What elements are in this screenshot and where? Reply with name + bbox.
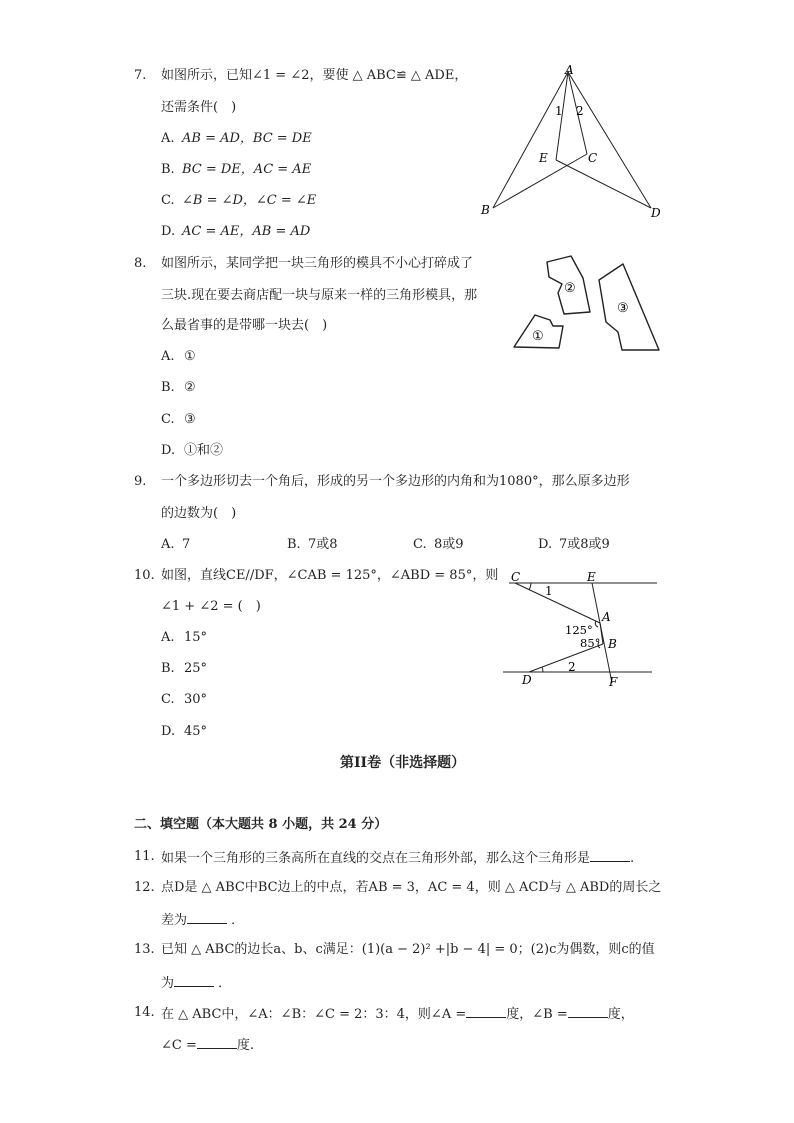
q10-label-e: E xyxy=(587,570,596,584)
q8-option-d: ①和② xyxy=(184,443,224,458)
section-heading: 二、填空题（本大题共 8 小题，共 24 分） xyxy=(134,817,388,832)
q9-option-d-letter: D. xyxy=(538,537,553,552)
q7-option-c-letter: C. xyxy=(161,193,175,208)
q13-answer-blank[interactable] xyxy=(174,974,214,987)
q7-number: 7. xyxy=(134,68,147,83)
q8-label-piece-2: ② xyxy=(564,281,576,296)
q14-line2 xyxy=(161,1036,254,1054)
q8-stem: 如图所示，某同学把一块三角形的模具不小心打碎成了 xyxy=(161,256,474,271)
q10-angle-mark-1 xyxy=(529,583,531,590)
q10-label-c: C xyxy=(511,570,521,584)
q7-stem: 如图所示，已知∠1 = ∠2，要使 △ ABC≌ △ ADE， xyxy=(161,68,468,83)
q7-label-c: C xyxy=(588,151,598,165)
q8-label-piece-3: ③ xyxy=(617,301,629,316)
q11-stem: 如果一个三角形的三条高所在直线的交点在三角形外部，那么这个三角形是 xyxy=(161,851,591,866)
q11-number: 11. xyxy=(134,849,155,864)
q11-answer-blank[interactable] xyxy=(590,849,630,862)
q10-line-c-a xyxy=(515,583,600,623)
q8-option-c-letter: C. xyxy=(161,412,175,427)
q7-option-b: BC = DE，AC = AE xyxy=(182,162,312,177)
q8-number: 8. xyxy=(134,256,147,271)
q14-answer-b-blank[interactable] xyxy=(568,1005,608,1018)
q9-stem-line2: 的边数为( ) xyxy=(161,506,237,521)
q7-option-d: AC = AE，AB = AD xyxy=(182,224,311,239)
q7-stem-line2: 还需条件( ) xyxy=(161,100,237,115)
q10-label-b: B xyxy=(608,637,617,651)
q8-piece-3 xyxy=(599,264,659,350)
q7-option-c: ∠B = ∠D，∠C = ∠E xyxy=(182,193,317,208)
q10-label-a: A xyxy=(602,610,611,624)
q10-option-b: 25° xyxy=(184,661,208,676)
q10-transversal-e-f xyxy=(592,583,612,683)
q8-label-piece-1: ① xyxy=(532,329,544,344)
q8-option-b-letter: B. xyxy=(161,380,175,395)
q12-line2-prefix: 差为 xyxy=(161,913,188,928)
q12-answer-blank[interactable] xyxy=(187,911,227,924)
q8-stem-line3: 么最省事的是带哪一块去( ) xyxy=(161,318,328,333)
q9-option-a: 7 xyxy=(182,537,191,552)
q13-line2-prefix: 为 xyxy=(161,976,175,991)
q7-line-d-a-e xyxy=(556,72,651,208)
q9-option-c: 8或9 xyxy=(434,537,464,552)
q9-stem: 一个多边形切去一个角后，形成的另一个多边形的内角和为1080°，那么原多边形 xyxy=(161,474,630,489)
q7-label-a: A xyxy=(565,63,574,77)
q8-option-a: ① xyxy=(184,349,196,364)
q9-option-b: 7或8 xyxy=(308,537,338,552)
q12-line2 xyxy=(161,911,244,929)
q10-label-angle-125: 125° xyxy=(565,623,593,637)
q7-option-a-letter: A. xyxy=(161,131,175,146)
q7-label-e: E xyxy=(539,151,548,165)
q10-label-angle-85: 85° xyxy=(580,636,601,650)
q7-option-b-letter: B. xyxy=(161,162,175,177)
q14-part2: 度，∠B = xyxy=(506,1007,568,1022)
q8-option-c: ③ xyxy=(184,412,196,427)
q14-number: 14. xyxy=(134,1005,155,1020)
q10-option-b-letter: B. xyxy=(161,661,175,676)
q14-line2-prefix: ∠C = xyxy=(161,1038,197,1053)
q10-option-a-letter: A. xyxy=(161,630,175,645)
q10-label-f: F xyxy=(609,675,618,689)
q14-part3: 度， xyxy=(607,1007,634,1022)
q10-label-d: D xyxy=(522,673,532,687)
q7-label-b: B xyxy=(481,203,490,217)
q10-option-d-letter: D. xyxy=(161,724,176,739)
q10-number: 10. xyxy=(134,568,155,583)
q7-option-a: AB = AD，BC = DE xyxy=(182,131,312,146)
q10-label-angle1: 1 xyxy=(545,584,553,598)
q13-stem: 已知 △ ABC的边长a、b、c满足：(1)(a − 2)² +|b − 4| = 0；(2)c为偶数，则c的值 xyxy=(161,942,655,957)
q10-option-c: 30° xyxy=(184,692,208,707)
q8-option-d-letter: D. xyxy=(161,443,176,458)
volume-title: 第II卷（非选择题） xyxy=(340,755,466,771)
q10-angle-mark-2 xyxy=(542,667,543,672)
q10-option-c-letter: C. xyxy=(161,692,175,707)
q7-option-d-letter: D. xyxy=(161,224,176,239)
q8-stem-line2: 三块.现在要去商店配一块与原来一样的三角形模具，那 xyxy=(161,288,478,303)
q7-label-angle2: 2 xyxy=(576,104,584,118)
q9-option-a-letter: A. xyxy=(161,537,175,552)
q14-answer-c-blank[interactable] xyxy=(197,1036,237,1049)
q8-option-a-letter: A. xyxy=(161,349,175,364)
q12-stem: 点D是 △ ABC中BC边上的中点，若AB = 3，AC = 4，则 △ ACD与 △ ABD的周长之 xyxy=(161,880,662,895)
q11-end: . xyxy=(630,851,635,866)
q13-number: 13. xyxy=(134,942,155,957)
q10-stem: 如图，直线CE//DF，∠CAB = 125°，∠ABD = 85°，则 xyxy=(161,568,499,583)
q8-option-b: ② xyxy=(184,380,196,395)
q10-option-d: 45° xyxy=(184,724,208,739)
q10-option-a: 15° xyxy=(184,630,208,645)
q14-line2-end: 度. xyxy=(236,1038,255,1053)
q9-option-d: 7或8或9 xyxy=(559,537,610,552)
q14-answer-a-blank[interactable] xyxy=(466,1005,506,1018)
q12-number: 12. xyxy=(134,880,155,895)
q7-line-b-a-c xyxy=(493,72,587,208)
q14-line1 xyxy=(161,1005,634,1023)
q13-line2-end: ． xyxy=(218,976,232,991)
q14-part1: 在 △ ABC中，∠A：∠B：∠C = 2：3：4，则∠A = xyxy=(161,1007,467,1022)
q13-line2 xyxy=(161,974,231,992)
q10-label-angle2: 2 xyxy=(568,660,576,674)
q12-line2-end: ． xyxy=(231,913,245,928)
q9-option-c-letter: C. xyxy=(413,537,427,552)
q9-number: 9. xyxy=(134,474,147,489)
q9-option-b-letter: B. xyxy=(287,537,301,552)
q11-text xyxy=(161,849,634,867)
q10-stem-line2: ∠1 + ∠2 = ( ) xyxy=(161,599,261,614)
q8-figure xyxy=(505,250,670,360)
q7-label-angle1: 1 xyxy=(555,104,563,118)
q7-label-d: D xyxy=(651,206,661,220)
q7-figure xyxy=(470,60,670,225)
q10-figure xyxy=(497,565,662,690)
